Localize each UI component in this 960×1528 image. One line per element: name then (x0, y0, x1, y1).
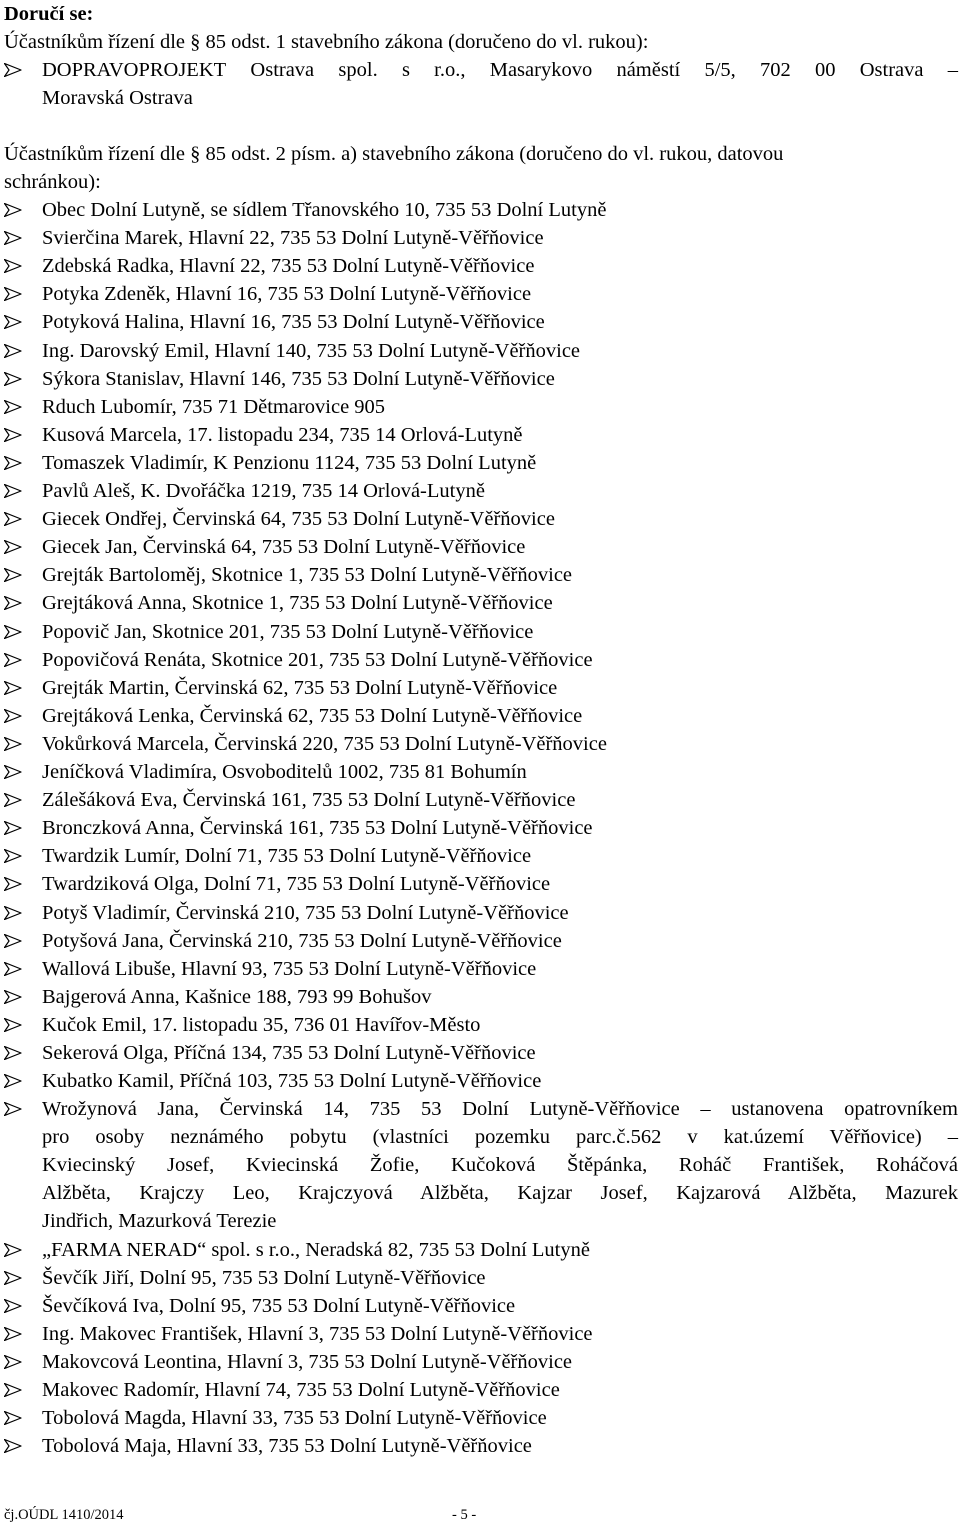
list-item-text: Potyka Zdeněk, Hlavní 16, 735 53 Dolní Lutyně-Věřňovice (42, 283, 532, 306)
arrowhead-bullet-icon (4, 849, 22, 863)
wrapped-line: pro osoby neznámého pobytu (vlastníci pozemku parc.č.562 v kat.území Věřňovice) – (42, 1126, 958, 1149)
arrowhead-bullet-icon (4, 63, 22, 77)
wrapped-line: Kviecinský Josef, Kviecinská Žofie, Kučoková Štěpánka, Roháč František, Roháčová (42, 1154, 958, 1177)
list-item-text (42, 1095, 958, 1235)
list-item-text: Sýkora Stanislav, Hlavní 146, 735 53 Dolní Lutyně-Věřňovice (42, 367, 555, 390)
arrowhead-bullet-icon (4, 793, 22, 807)
list-item-text: Popovičová Renáta, Skotnice 201, 735 53 Dolní Lutyně-Věřňovice (42, 648, 593, 671)
word: Masarykovo (489, 59, 593, 81)
list-item-text: Potyková Halina, Hlavní 16, 735 53 Dolní Lutyně-Věřňovice (42, 311, 545, 334)
arrowhead-bullet-icon (4, 456, 22, 470)
list-item-text: Twardziková Olga, Dolní 71, 735 53 Dolní Lutyně-Věřňovice (42, 873, 551, 896)
section1-title: Účastníkům řízení dle § 85 odst. 1 stavebního zákona (doručeno do vl. rukou): (4, 31, 649, 53)
list-item-text: Obec Dolní Lutyně, se sídlem Třanovského 10, 735 53 Dolní Lutyně (42, 199, 607, 221)
list-item-text: Kubatko Kamil, Příčná 103, 735 53 Dolní Lutyně-Věřňovice (42, 1070, 542, 1093)
arrowhead-bullet-icon (4, 484, 22, 498)
section1-item-line2: Moravská Ostrava (42, 87, 193, 109)
arrowhead-bullet-icon (4, 681, 22, 695)
wrapped-line: Wrožynová Jana, Červinská 14, 735 53 Dolní Lutyně-Věřňovice – ustanovena opatrovníkem (42, 1098, 958, 1121)
list-item-text: Grejtáková Lenka, Červinská 62, 735 53 Dolní Lutyně-Věřňovice (42, 704, 583, 727)
list-item-text: Makovcová Leontina, Hlavní 3, 735 53 Dolní Lutyně-Věřňovice (42, 1351, 573, 1374)
arrowhead-bullet-icon (4, 1383, 22, 1397)
word: DOPRAVOPROJEKT (42, 59, 227, 81)
list-item-text: Ing. Makovec František, Hlavní 3, 735 53 Dolní Lutyně-Věřňovice (42, 1323, 593, 1345)
wrapped-line: Jindřich, Mazurková Terezie (42, 1210, 277, 1233)
arrowhead-bullet-icon (4, 259, 22, 273)
section2-title-line1: Účastníkům řízení dle § 85 odst. 2 písm. a) stavebního zákona (doručeno do vl. rukou, datovou (4, 143, 784, 165)
arrowhead-bullet-icon (4, 1102, 22, 1116)
arrowhead-bullet-icon (4, 906, 22, 920)
arrowhead-bullet-icon (4, 1327, 22, 1341)
word: Ostrava (250, 59, 315, 81)
list-item-text: Svierčina Marek, Hlavní 22, 735 53 Dolní Lutyně-Věřňovice (42, 227, 544, 250)
list-item-text: Potyš Vladimír, Červinská 210, 735 53 Dolní Lutyně-Věřňovice (42, 901, 569, 924)
arrowhead-bullet-icon (4, 400, 22, 414)
list-item-text: Grejtáková Anna, Skotnice 1, 735 53 Dolní Lutyně-Věřňovice (42, 592, 553, 615)
list-item-text: Ševčík Jiří, Dolní 95, 735 53 Dolní Lutyně-Věřňovice (42, 1266, 486, 1289)
arrowhead-bullet-icon (4, 1355, 22, 1369)
arrowhead-bullet-icon (4, 344, 22, 358)
arrowhead-bullet-icon (4, 315, 22, 329)
arrowhead-bullet-icon (4, 540, 22, 554)
arrowhead-bullet-icon (4, 653, 22, 667)
arrowhead-bullet-icon (4, 1243, 22, 1257)
list-item-text: Vokůrková Marcela, Červinská 220, 735 53 Dolní Lutyně-Věřňovice (42, 732, 607, 755)
arrowhead-bullet-icon (4, 596, 22, 610)
arrowhead-bullet-icon (4, 821, 22, 835)
list-item-text: Giecek Ondřej, Červinská 64, 735 53 Dolní Lutyně-Věřňovice (42, 508, 555, 531)
list-item-text: Ing. Darovský Emil, Hlavní 140, 735 53 Dolní Lutyně-Věřňovice (42, 339, 581, 362)
arrowhead-bullet-icon (4, 231, 22, 245)
arrowhead-bullet-icon (4, 568, 22, 582)
arrowhead-bullet-icon (4, 737, 22, 751)
list-item-text: Tobolová Magda, Hlavní 33, 735 53 Dolní Lutyně-Věřňovice (42, 1407, 547, 1430)
list-item-text: Bronczková Anna, Červinská 161, 735 53 Dolní Lutyně-Věřňovice (42, 817, 593, 840)
arrowhead-bullet-icon (4, 625, 22, 639)
list-item-text: Popovič Jan, Skotnice 201, 735 53 Dolní Lutyně-Věřňovice (42, 620, 534, 643)
arrowhead-bullet-icon (4, 1411, 22, 1425)
footer-page-number: - 5 - (452, 1507, 477, 1523)
arrowhead-bullet-icon (4, 372, 22, 386)
arrowhead-bullet-icon (4, 203, 22, 217)
footer-reference: čj.OÚDL 1410/2014 (4, 1507, 124, 1523)
list-item-text: Twardzik Lumír, Dolní 71, 735 53 Dolní Lutyně-Věřňovice (42, 845, 532, 868)
list-item-text: Tomaszek Vladimír, K Penzionu 1124, 735 53 Dolní Lutyně (42, 451, 537, 474)
list-item-text: Zálešáková Eva, Červinská 161, 735 53 Dolní Lutyně-Věřňovice (42, 789, 576, 812)
arrowhead-bullet-icon (4, 877, 22, 891)
word: náměstí (616, 59, 681, 81)
arrowhead-bullet-icon (4, 1018, 22, 1032)
word: 702 (760, 59, 791, 81)
arrowhead-bullet-icon (4, 428, 22, 442)
list-item-text: Sekerová Olga, Příčná 134, 735 53 Dolní Lutyně-Věřňovice (42, 1042, 536, 1064)
arrowhead-bullet-icon (4, 1046, 22, 1060)
word: spol. (338, 59, 378, 81)
list-item-text: Makovec Radomír, Hlavní 74, 735 53 Dolní Lutyně-Věřňovice (42, 1379, 560, 1402)
word: 00 (815, 59, 836, 81)
arrowhead-bullet-icon (4, 1271, 22, 1285)
wrapped-line: Alžběta, Krajczy Leo, Krajczyová Alžběta, Kajzar Josef, Kajzarová Alžběta, Mazurek (42, 1182, 958, 1205)
word: – (947, 59, 958, 81)
arrowhead-bullet-icon (4, 1439, 22, 1453)
arrowhead-bullet-icon (4, 990, 22, 1004)
list-item-text: Bajgerová Anna, Kašnice 188, 793 99 Bohušov (42, 985, 432, 1008)
heading: Doručí se: (4, 3, 94, 25)
word: r.o., (434, 59, 466, 81)
list-item-text: „FARMA NERAD“ spol. s r.o., Neradská 82, 735 53 Dolní Lutyně (42, 1238, 590, 1261)
arrowhead-bullet-icon (4, 709, 22, 723)
list-item-text: Kučok Emil, 17. listopadu 35, 736 01 Havířov-Město (42, 1013, 481, 1036)
list-item-text: Pavlů Aleš, K. Dvořáčka 1219, 735 14 Orlová-Lutyně (42, 480, 485, 502)
list-item-text: Potyšová Jana, Červinská 210, 735 53 Dolní Lutyně-Věřňovice (42, 929, 562, 952)
list-item-text: Wallová Libuše, Hlavní 93, 735 53 Dolní Lutyně-Věřňovice (42, 957, 537, 980)
list-item-text: Grejták Martin, Červinská 62, 735 53 Dolní Lutyně-Věřňovice (42, 676, 558, 699)
arrowhead-bullet-icon (4, 765, 22, 779)
section2-title-line2: schránkou): (4, 171, 101, 193)
arrowhead-bullet-icon (4, 1074, 22, 1088)
arrowhead-bullet-icon (4, 934, 22, 948)
list-item-text: Grejták Bartoloměj, Skotnice 1, 735 53 Dolní Lutyně-Věřňovice (42, 564, 573, 587)
word: Ostrava (859, 59, 924, 81)
list-item-text: Ševčíková Iva, Dolní 95, 735 53 Dolní Lutyně-Věřňovice (42, 1294, 516, 1317)
list-item-text: Giecek Jan, Červinská 64, 735 53 Dolní Lutyně-Věřňovice (42, 536, 526, 559)
list-item-text: Kusová Marcela, 17. listopadu 234, 735 14 Orlová-Lutyně (42, 423, 523, 446)
word: s (401, 59, 410, 81)
arrowhead-bullet-icon (4, 1299, 22, 1313)
list-item-text: Jeníčková Vladimíra, Osvoboditelů 1002, 735 81 Bohumín (42, 761, 527, 783)
arrowhead-bullet-icon (4, 512, 22, 526)
list-item-text: Tobolová Maja, Hlavní 33, 735 53 Dolní Lutyně-Věřňovice (42, 1435, 532, 1458)
arrowhead-bullet-icon (4, 287, 22, 301)
word: 5/5, (704, 59, 736, 81)
list-item-text: Rduch Lubomír, 735 71 Dětmarovice 905 (42, 395, 386, 418)
list-item-text: Zdebská Radka, Hlavní 22, 735 53 Dolní Lutyně-Věřňovice (42, 255, 535, 278)
arrowhead-bullet-icon (4, 962, 22, 976)
